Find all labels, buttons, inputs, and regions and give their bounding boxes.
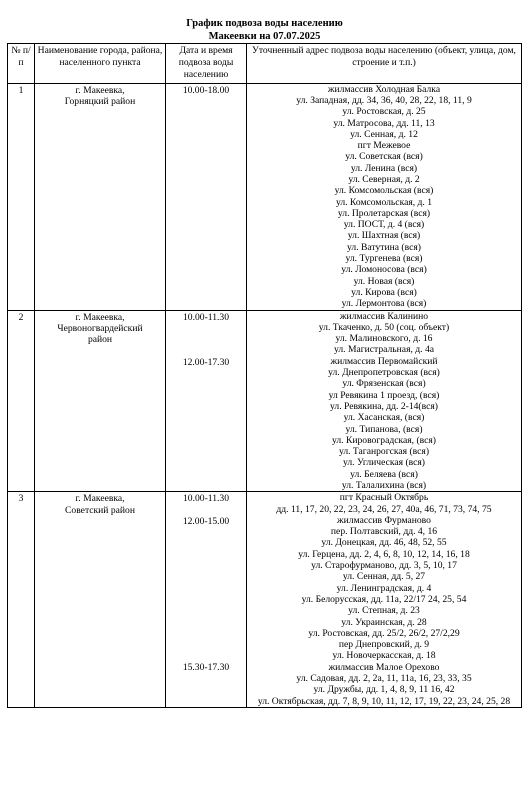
address-line: пер Днепровский, д. 9: [338, 639, 430, 651]
row-address: [247, 310, 522, 492]
address-line: ул. Белорусская, дд. 11а, 22/17 24, 25, 54: [301, 593, 467, 605]
address-line: ул. Углическая (вся): [343, 457, 425, 469]
address-line: жилмассив Малое Орехово: [328, 661, 440, 673]
address-line: пер. Полтавский, дд. 4, 16: [330, 526, 438, 538]
address-line: ул. Комсомольская (вся): [334, 185, 434, 197]
row-time: [166, 83, 247, 310]
row-num: 2: [8, 310, 35, 492]
table-row: [8, 310, 522, 492]
place-line: г. Макеевка,: [75, 311, 125, 323]
address-line: пгт Красный Октябрь: [339, 492, 429, 504]
address-line: ул. Матросова, дд. 11, 13: [333, 117, 435, 129]
place-line: район: [87, 334, 113, 346]
row-place: [35, 492, 166, 708]
time-slot: 10.00-18.00: [182, 84, 230, 96]
address-line: ул. Таганрогская (вся): [338, 446, 430, 458]
address-line: ул. Днепропетровская (вся): [328, 367, 440, 379]
time-spacer: [168, 505, 244, 516]
address-line: ул. Ростовская, дд. 25/2, 26/2, 27/2,29: [308, 627, 460, 639]
row-num: 3: [8, 492, 35, 708]
address-line: ул. Новочеркасская, д. 18: [332, 650, 436, 662]
address-line: ул. Кирова (вся): [351, 286, 417, 298]
time-slot: 12.00-17.30: [182, 356, 230, 368]
address-line: ул. Беляева (вся): [350, 468, 418, 480]
address-line: жилмассив Фурманово: [337, 514, 431, 526]
address-line: ул. Северная, д. 2: [348, 173, 420, 185]
address-line: ул. Типанова, (вся): [345, 423, 423, 435]
address-line: ул. Новая (вся): [353, 275, 415, 287]
address-line: ул. Донецкая, дд. 46, 48, 52, 55: [321, 537, 447, 549]
document-title: [0, 17, 529, 43]
address-line: ул. Хасанская, (вся): [343, 412, 425, 424]
address-line: ул. Комсомольская, д. 1: [335, 196, 433, 208]
row-num: 1: [8, 83, 35, 310]
table-row: [8, 492, 522, 708]
address-line: ул. Герцена, дд. 2, 4, 6, 8, 10, 12, 14, 16, 18: [298, 548, 470, 560]
time-spacer: [168, 323, 244, 357]
address-line: жилмассив Первомайский: [330, 355, 438, 367]
address-line: ул. Ростовская, д. 25: [342, 106, 426, 118]
address-line: ул. Магистральная, д. 4а: [333, 344, 435, 356]
address-line: ул. Октябрьская, дд. 7, 8, 9, 10, 11, 12, 17, 19, 22, 23, 24, 25, 28: [257, 695, 511, 707]
header-time: Дата и время подвоза воды населению: [166, 44, 247, 84]
title-line-1: График подвоза воды населению: [186, 18, 343, 29]
address-line: ул. ПОСТ, д. 4 (вся): [343, 219, 425, 231]
time-spacer: [168, 527, 244, 662]
time-slot: 12.00-15.00: [182, 515, 230, 527]
address-line: жилмассив Холодная Балка: [327, 83, 441, 95]
address-line: ул. Старофурманово, дд. 3, 5, 10, 17: [311, 560, 457, 572]
address-line: ул. Ленина (вся): [350, 162, 418, 174]
address-line: жилмассив Калинино: [339, 310, 429, 322]
table-row: [8, 83, 522, 310]
address-line: ул. Садовая, дд. 2, 2а, 11, 11а, 16, 23, 33, 35: [296, 673, 472, 685]
title-line-2: Макеевки на 07.07.2025: [208, 31, 321, 42]
address-line: ул. Сенная, дд. 5, 27: [342, 571, 426, 583]
address-line: ул. Талалихина (вся): [341, 480, 427, 491]
address-line: ул. Сенная, д. 12: [350, 128, 418, 140]
table-header-row: [8, 44, 522, 84]
time-slot: 10.00-11.30: [182, 493, 229, 505]
row-place: [35, 83, 166, 310]
time-slot: 10.00-11.30: [182, 311, 229, 323]
address-line: ул. Ревякина, дд. 2-14(вся): [330, 400, 438, 412]
address-line: ул. Украинская, д. 28: [341, 616, 427, 628]
place-line: г. Макеевка,: [75, 84, 125, 96]
address-line: ул. Ленинградская, д. 4: [336, 582, 432, 594]
place-line: Советский район: [65, 504, 135, 516]
address-line: ул Ревякина 1 проезд, (вся): [328, 389, 440, 401]
address-line: ул. Лермонтова (вся): [341, 298, 427, 310]
address-line: ул. Ломоносова (вся): [341, 264, 427, 276]
address-line: ул. Тургенева (вся): [345, 253, 423, 265]
address-line: ул. Дружбы, дд. 1, 4, 8, 9, 11 16, 42: [313, 684, 455, 696]
place-line: Червоногвардейский: [57, 322, 143, 334]
address-line: дд. 11, 17, 20, 22, 23, 24, 26, 27, 40а, 46, 71, 73, 74, 75: [276, 503, 492, 515]
row-time: [166, 310, 247, 492]
address-line: ул. Степная, д. 23: [348, 605, 420, 617]
row-address: [247, 83, 522, 310]
time-slot: 15.30-17.30: [182, 661, 230, 673]
header-num: № п/п: [8, 44, 35, 84]
header-place: Наименование города, района, населенного пункта: [35, 44, 166, 84]
address-line: ул. Пролетарская (вся): [337, 207, 431, 219]
address-line: пгт Межевое: [357, 140, 411, 152]
address-line: ул. Кировоградская, (вся): [332, 434, 436, 446]
place-line: Горняцкий район: [64, 95, 136, 107]
header-address: Уточненный адрес подвоза воды населению (объект, улица, дом, строение и т.п.): [247, 44, 522, 84]
address-line: ул. Советская (вся): [345, 151, 423, 163]
address-line: ул. Малиновского, д. 16: [335, 333, 433, 345]
address-line: ул. Ватутина (вся): [347, 241, 421, 253]
address-line: ул. Фрязенская (вся): [342, 378, 426, 390]
row-place: [35, 310, 166, 492]
place-line: г. Макеевка,: [75, 493, 125, 505]
water-schedule-table: [7, 43, 522, 708]
row-address: [247, 492, 522, 708]
address-line: ул. Западная, дд. 34, 36, 40, 28, 22, 18, 11, 9: [296, 94, 472, 106]
address-line: ул. Ткаченко, д. 50 (соц. объект): [318, 321, 450, 333]
row-time: [166, 492, 247, 708]
address-line: ул. Шахтная (вся): [347, 230, 421, 242]
